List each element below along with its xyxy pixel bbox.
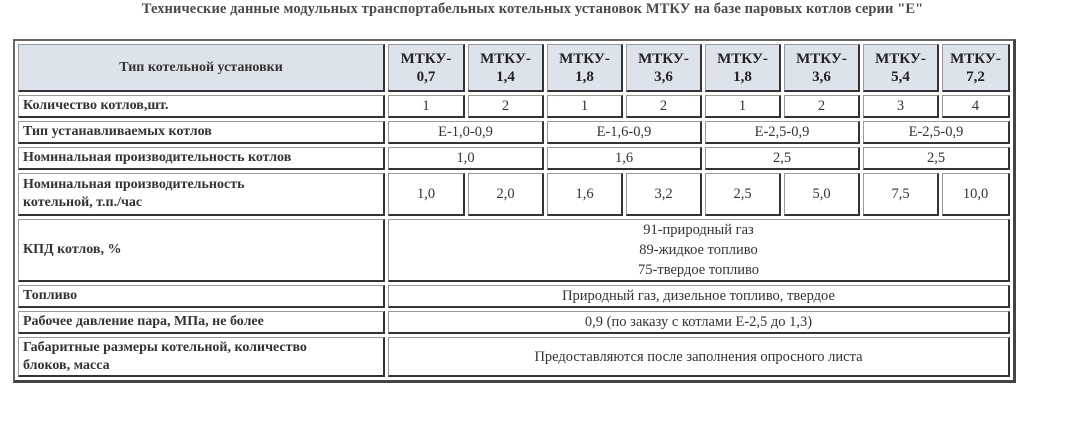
model-header-cell xyxy=(863,44,939,92)
label-line: Номинальная производительность xyxy=(23,177,245,192)
row-label-boiler-count: Количество котлов,шт. xyxy=(18,95,385,118)
model-capacity: 5,4 xyxy=(891,68,910,85)
header-label-cell: Тип котельной установки xyxy=(18,44,385,92)
table-row xyxy=(18,219,1010,282)
table-cell: Е-1,0-0,9 xyxy=(388,121,544,144)
table-cell: 2,5 xyxy=(705,147,860,170)
model-header-cell xyxy=(547,44,623,92)
model-capacity: 3,6 xyxy=(654,68,673,85)
table-cell: 2 xyxy=(784,95,860,118)
model-capacity: 1,4 xyxy=(496,68,515,85)
table-row xyxy=(18,285,1010,308)
model-name: МТКУ- xyxy=(950,50,1001,67)
model-name: МТКУ- xyxy=(559,50,610,67)
row-label-nominal-plant-capacity xyxy=(18,173,385,216)
model-header-cell xyxy=(388,44,465,92)
efficiency-line: 75-твердое топливо xyxy=(638,262,759,278)
table-cell: 2,0 xyxy=(468,173,544,216)
model-capacity: 1,8 xyxy=(733,68,752,85)
table-row xyxy=(18,147,1010,170)
table-cell: 1 xyxy=(388,95,465,118)
model-name: МТКУ- xyxy=(400,50,452,67)
model-name: МТКУ- xyxy=(638,50,689,67)
row-label-fuel: Топливо xyxy=(18,285,385,308)
row-label-efficiency: КПД котлов, % xyxy=(18,219,385,282)
model-name: МТКУ- xyxy=(796,50,847,67)
table-cell: 1,6 xyxy=(547,147,702,170)
efficiency-cell xyxy=(388,219,1010,282)
label-line: котельной, т.п./час xyxy=(23,195,143,210)
table-row xyxy=(18,311,1010,334)
model-capacity: 7,2 xyxy=(966,68,985,85)
row-label-pressure: Рабочее давление пара, МПа, не более xyxy=(18,311,385,334)
table-cell: 2 xyxy=(468,95,544,118)
table-cell: 3,2 xyxy=(626,173,702,216)
table-cell: 7,5 xyxy=(863,173,939,216)
model-header-cell xyxy=(942,44,1010,92)
table-cell: 1 xyxy=(705,95,781,118)
model-name: МТКУ- xyxy=(480,50,531,67)
table-cell: Природный газ, дизельное топливо, твердое xyxy=(388,285,1010,308)
table-row xyxy=(18,121,1010,144)
model-header-cell xyxy=(784,44,860,92)
label-line: блоков, масса xyxy=(23,357,110,373)
header-row xyxy=(18,44,1010,92)
model-header-cell xyxy=(626,44,702,92)
row-label-nominal-boiler-capacity: Номинальная производительность котлов xyxy=(18,147,385,170)
table-cell: 2,5 xyxy=(705,173,781,216)
row-label-dimensions xyxy=(18,337,385,377)
table-cell: Предоставляются после заполнения опросного листа xyxy=(388,337,1010,377)
label-line: Габаритные размеры котельной, количество xyxy=(23,339,307,355)
table-cell: 4 xyxy=(942,95,1010,118)
table-cell: 1 xyxy=(547,95,623,118)
model-capacity: 0,7 xyxy=(416,68,436,85)
table-row xyxy=(18,95,1010,118)
model-name: МТКУ- xyxy=(717,50,768,67)
row-label-boiler-type: Тип устанавливаемых котлов xyxy=(18,121,385,144)
table-cell: Е-2,5-0,9 xyxy=(863,121,1010,144)
table-cell: 10,0 xyxy=(942,173,1010,216)
model-name: МТКУ- xyxy=(875,50,926,67)
model-header-cell xyxy=(705,44,781,92)
table-cell: 3 xyxy=(863,95,939,118)
table-row xyxy=(18,173,1010,216)
table-cell: 1,0 xyxy=(388,173,465,216)
table-cell: 2 xyxy=(626,95,702,118)
page-title: Технические данные модульных транспортабельных котельных установок МТКУ на базе паровых котлов серии "Е" xyxy=(141,1,924,17)
efficiency-line: 89-жидкое топливо xyxy=(639,242,758,258)
model-header-cell xyxy=(468,44,544,92)
table-cell: 1,6 xyxy=(547,173,623,216)
model-capacity: 1,8 xyxy=(575,68,594,85)
table-row xyxy=(18,337,1010,377)
specs-table xyxy=(13,39,1016,383)
table-cell: Е-2,5-0,9 xyxy=(705,121,860,144)
table-cell: 1,0 xyxy=(388,147,544,170)
model-capacity: 3,6 xyxy=(812,68,831,85)
table-cell: Е-1,6-0,9 xyxy=(547,121,702,144)
table-cell: 5,0 xyxy=(784,173,860,216)
efficiency-line: 91-природный газ xyxy=(643,222,754,238)
table-cell: 2,5 xyxy=(863,147,1010,170)
table-cell: 0,9 (по заказу с котлами Е-2,5 до 1,3) xyxy=(388,311,1010,334)
